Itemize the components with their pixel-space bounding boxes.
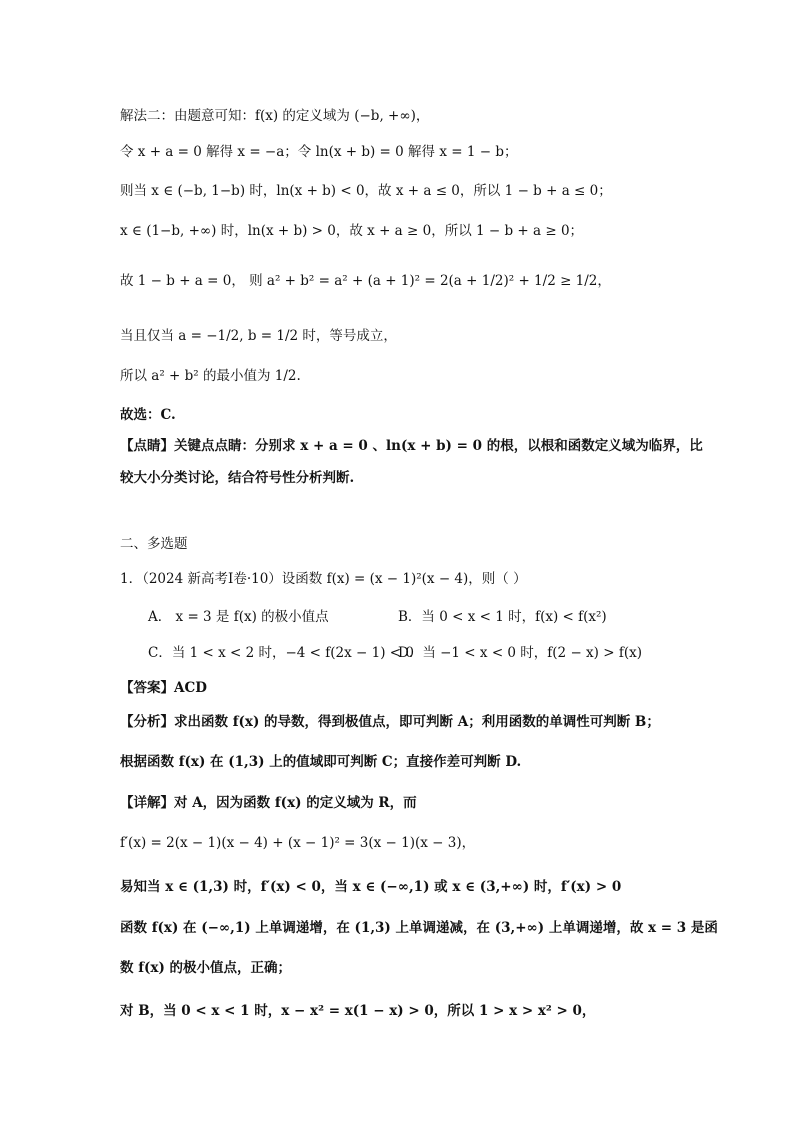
detail-line-6: 对 B，当 0 < x < 1 时，x − x² = x(1 − x) > 0，所以 1 > x > x² > 0， bbox=[120, 1003, 596, 1019]
option-c: C．当 1 < x < 2 时，−4 < f(2x − 1) < 0 bbox=[148, 645, 414, 661]
method2-line-1: 解法二：由题意可知：f(x) 的定义域为 (−b, +∞)， bbox=[120, 108, 430, 124]
method2-line-7: 所以 a² + b² 的最小值为 1/2. bbox=[120, 368, 301, 384]
detail-line-5: 数 f(x) 的极小值点，正确； bbox=[120, 960, 292, 976]
method2-line-4: x ∈ (1−b, +∞) 时，ln(x + b) > 0，故 x + a ≥ 0，所以 1 − b + a ≥ 0； bbox=[120, 223, 584, 239]
answer-label: 【答案】ACD bbox=[120, 680, 207, 696]
tip-line-2: 较大小分类讨论，结合符号性分析判断. bbox=[120, 470, 355, 486]
detail-line-1: 【详解】对 A，因为函数 f(x) 的定义域为 R，而 bbox=[120, 795, 417, 811]
tip-line-1: 【点睛】关键点点睛：分别求 x + a = 0 、ln(x + b) = 0 的根，以根和函数定义域为临界，比 bbox=[120, 438, 703, 454]
conclusion-line: 故选：C. bbox=[120, 407, 176, 423]
method2-line-5: 故 1 − b + a = 0， 则 a² + b² = a² + (a + 1)² = 2(a + 1/2)² + 1/2 ≥ 1/2， bbox=[120, 273, 611, 289]
question-stem: 1．（2024 新高考Ⅰ卷·10）设函数 f(x) = (x − 1)²(x − 4)，则（ ） bbox=[120, 571, 527, 587]
analysis-line-2: 根据函数 f(x) 在 (1,3) 上的值域即可判断 C；直接作差可判断 D. bbox=[120, 754, 522, 770]
section-heading: 二、多选题 bbox=[120, 536, 188, 552]
method2-line-2: 令 x + a = 0 解得 x = −a；令 ln(x + b) = 0 解得 x = 1 − b； bbox=[120, 144, 518, 160]
method2-line-3: 则当 x ∈ (−b, 1−b) 时，ln(x + b) < 0，故 x + a ≤ 0，所以 1 − b + a ≤ 0； bbox=[120, 183, 612, 199]
option-a: A． x = 3 是 f(x) 的极小值点 bbox=[148, 609, 329, 625]
detail-line-3: 易知当 x ∈ (1,3) 时，f′(x) < 0，当 x ∈ (−∞,1) 或 x ∈ (3,+∞) 时，f′(x) > 0 bbox=[120, 879, 622, 895]
method2-line-6: 当且仅当 a = −1/2, b = 1/2 时，等号成立， bbox=[120, 328, 397, 344]
option-d: D．当 −1 < x < 0 时，f(2 − x) > f(x) bbox=[398, 645, 642, 661]
analysis-line-1: 【分析】求出函数 f(x) 的导数，得到极值点，即可判断 A；利用函数的单调性可判断 B； bbox=[120, 714, 660, 730]
detail-line-4: 函数 f(x) 在 (−∞,1) 上单调递增，在 (1,3) 上单调递减，在 (3,+∞) 上单调递增，故 x = 3 是函 bbox=[120, 920, 718, 936]
option-b: B．当 0 < x < 1 时，f(x) < f(x²) bbox=[398, 609, 607, 625]
detail-line-2: f′(x) = 2(x − 1)(x − 4) + (x − 1)² = 3(x − 1)(x − 3)， bbox=[120, 835, 476, 851]
